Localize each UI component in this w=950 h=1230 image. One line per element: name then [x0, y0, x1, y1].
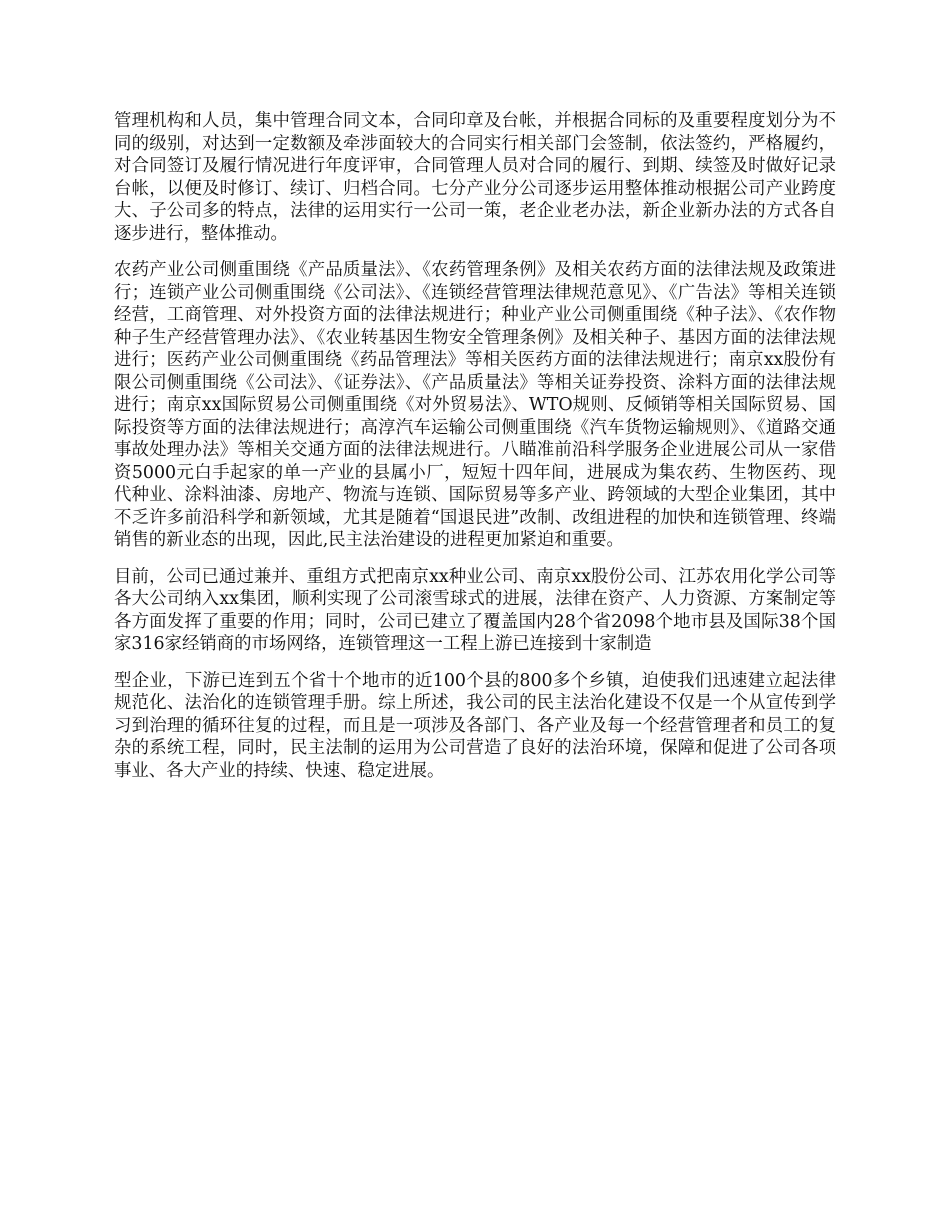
paragraph-4: 型企业，下游已连到五个省十个地市的近100个县的800多个乡镇，迫使我们迅速建立起法律规范化、法治化的连锁管理手册。综上所述，我公司的民主法治化建设不仅是一个从宣传到学习到治理的循环往复的过程，而且是一项涉及各部门、各产业及每一个经营管理者和员工的复杂的系统工程，同时，民主法制的运用为公司营造了良好的法治环境，保障和促进了公司各项事业、各大产业的持续、快速、稳定进展。 — [114, 670, 836, 781]
paragraph-2: 农药产业公司侧重围绕《产品质量法》、《农药管理条例》及相关农药方面的法律法规及政策进行；连锁产业公司侧重围绕《公司法》、《连锁经营管理法律规范意见》、《广告法》等相关连锁经营，工商管理、对外投资方面的法律法规进行；种业产业公司侧重围绕《种子法》、《农作物种子生产经营管理办法》、《农业转基因生物安全管理条例》及相关种子、基因方面的法律法规进行；医药产业公司侧重围绕《药品管理法》等相关医药方面的法律法规进行；南京xx股份有限公司侧重围绕《公司法》、《证券法》、《产品质量法》等相关证券投资、涂料方面的法律法规进行；南京xx国际贸易公司侧重围绕《对外贸易法》、WTO规则、反倾销等相关国际贸易、国际投资等方面的法律法规进行；高淳汽车运输公司侧重围绕《汽车货物运输规则》、《道路交通事故处理办法》等相关交通方面的法律法规进行。八瞄准前沿科学服务企业进展公司从一家借资5000元白手起家的单一产业的县属小厂，短短十四年间，进展成为集农药、生物医药、现代种业、涂料油漆、房地产、物流与连锁、国际贸易等多产业、跨领域的大型企业集团，其中不乏许多前沿科学和新领域，尤其是随着“国退民进”改制、改组进程的加快和连锁管理、终端销售的新业态的出现，因此,民主法治建设的进程更加紧迫和重要。 — [114, 260, 836, 550]
paragraph-1: 管理机构和人员，集中管理合同文本，合同印章及台帐，并根据合同标的及重要程度划分为不同的级别，对达到一定数额及牵涉面较大的合同实行相关部门会签制，依法签约，严格履约，对合同签订及履行情况进行年度评审，合同管理人员对合同的履行、到期、续签及时做好记录台帐，以便及时修订、续订、归档合同。七分产业分公司逐步运用整体推动根据公司产业跨度大、子公司多的特点，法律的运用实行一公司一策，老企业老办法，新企业新办法的方式各自逐步进行，整体推动。 — [114, 111, 836, 244]
paragraph-3: 目前，公司已通过兼并、重组方式把南京xx种业公司、南京xx股份公司、江苏农用化学公司等各大公司纳入xx集团，顺利实现了公司滚雪球式的进展，法律在资产、人力资源、方案制定等各方面发挥了重要的作用；同时，公司已建立了覆盖国内28个省2098个地市县及国际38个国家316家经销商的市场网络，连锁管理这一工程上游已连接到十家制造 — [114, 566, 836, 654]
document-body — [114, 110, 836, 796]
